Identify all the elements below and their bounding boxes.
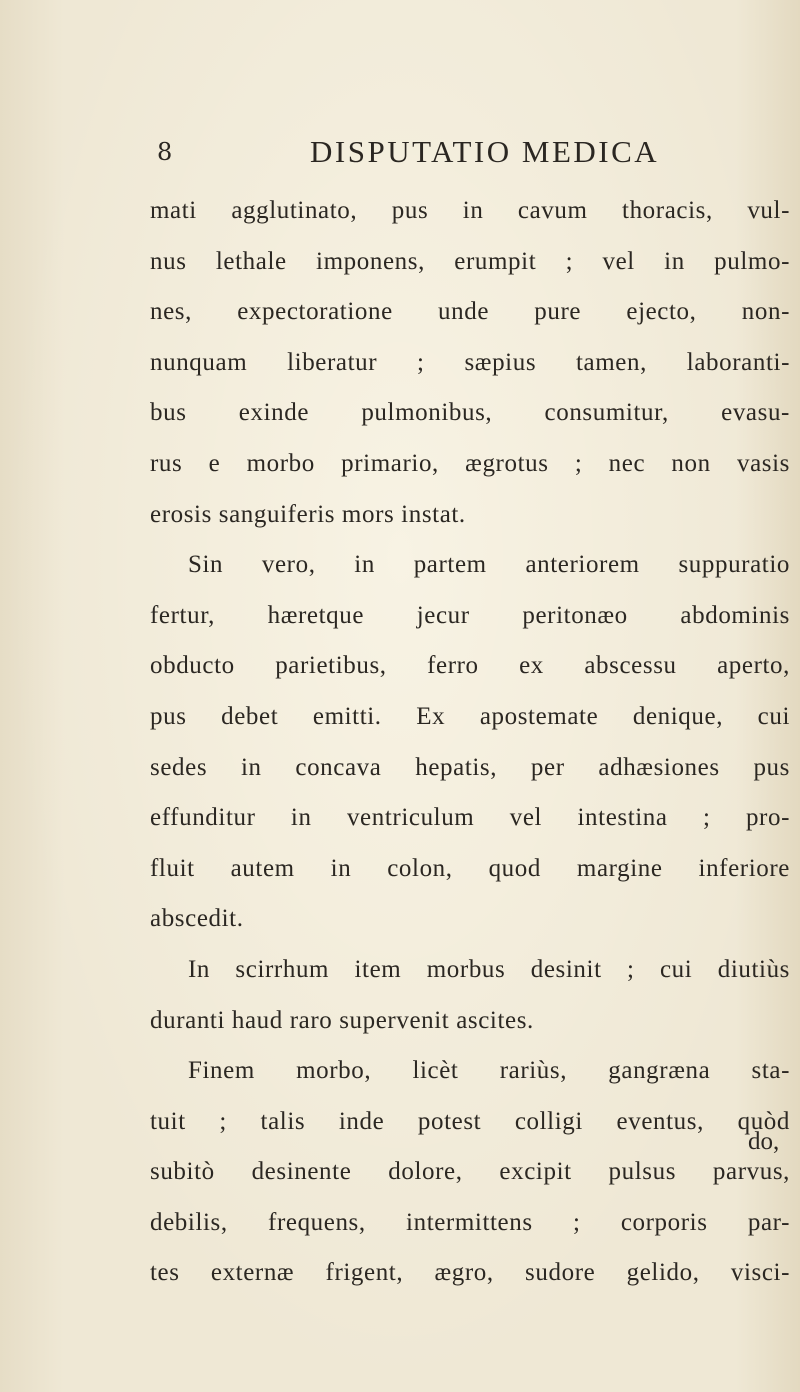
text-line: sedes in concava hepatis, per adhæsiones pus (150, 753, 790, 781)
text-line: debilis, frequens, intermittens ; corporis par- (150, 1208, 790, 1236)
text-line: effunditur in ventriculum vel intestina ; pro- (150, 804, 790, 832)
text-line: fluit autem in colon, quod margine inferiore (150, 854, 790, 882)
text-line: Finem morbo, licèt rariùs, gangræna sta- (188, 1057, 790, 1085)
text-line: tuit ; talis inde potest colligi eventus, quòd (150, 1107, 790, 1135)
text-line: nes, expectoratione unde pure ejecto, non- (150, 298, 790, 326)
text-line: obducto parietibus, ferro ex abscessu aperto, (150, 652, 790, 680)
page-number: 8 (157, 138, 174, 166)
text-line: subitò desinente dolore, excipit pulsus parvus, (150, 1158, 790, 1186)
text-line: bus exinde pulmonibus, consumitur, evasu- (150, 399, 790, 427)
text-line: pus debet emitti. Ex apostemate denique, cui (150, 702, 790, 730)
text-line: fertur, hæretque jecur peritonæo abdominis (150, 601, 790, 629)
catchword: do, (748, 1128, 780, 1155)
page-header (0, 130, 800, 180)
text-line: nunquam liberatur ; sæpius tamen, laboranti- (150, 348, 790, 376)
text-line: abscedit. (150, 905, 244, 933)
text-line: rus e morbo primario, ægrotus ; nec non vasis (150, 449, 790, 477)
running-head: DISPUTATIO MEDICA (310, 134, 660, 169)
body-text (150, 186, 790, 1299)
text-line: duranti haud raro supervenit ascites. (150, 1006, 534, 1034)
text-line: Sin vero, in partem anteriorem suppuratio (188, 551, 790, 579)
text-line: In scirrhum item morbus desinit ; cui diutiùs (188, 955, 790, 983)
text-line: tes externæ frigent, ægro, sudore gelido, visci- (150, 1259, 790, 1287)
text-line: mati agglutinato, pus in cavum thoracis, vul- (150, 197, 790, 224)
text-line: nus lethale imponens, erumpit ; vel in pulmo- (150, 247, 790, 275)
text-line: erosis sanguiferis mors instat. (150, 500, 466, 528)
